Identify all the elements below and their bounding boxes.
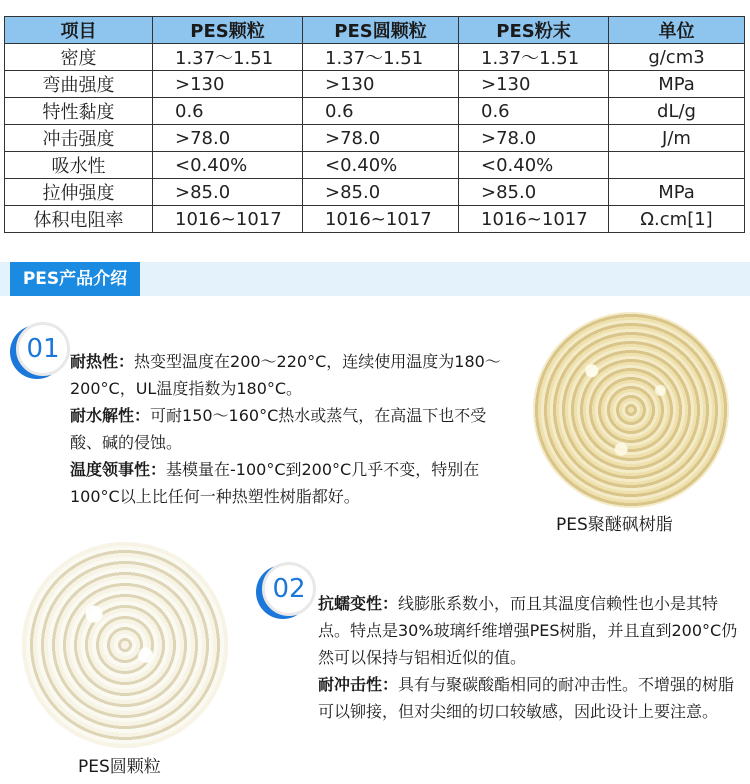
table-row	[5, 206, 745, 233]
table-cell: 1016~1017	[459, 206, 609, 233]
feature-desc: 热变型温度在200～220°C，连续使用温度为180～200°C，UL温度指数为180°C。	[70, 352, 501, 398]
feature-item	[70, 348, 510, 402]
table-row	[5, 71, 745, 98]
properties-table	[4, 16, 745, 233]
table-row	[5, 152, 745, 179]
section-title: PES产品介绍	[10, 262, 140, 296]
table-cell: <0.40%	[153, 152, 303, 179]
feature-key: 温度领事性：	[70, 460, 167, 479]
feature-01-text	[70, 348, 510, 510]
table-cell: 0.6	[303, 98, 459, 125]
feature-item	[70, 456, 510, 510]
header-cell: 单位	[609, 17, 745, 44]
table-cell: MPa	[609, 71, 745, 98]
table-cell: dL/g	[609, 98, 745, 125]
feature-item	[70, 402, 510, 456]
table-row	[5, 98, 745, 125]
table-row	[5, 179, 745, 206]
number-badge-01	[16, 322, 70, 376]
feature-02-text	[318, 590, 738, 725]
table-header-row	[5, 17, 745, 44]
badge-label: 02	[267, 567, 311, 611]
image-caption: PES圆颗粒	[78, 757, 161, 777]
table-row	[5, 44, 745, 71]
table-cell: >130	[303, 71, 459, 98]
table-cell: >130	[459, 71, 609, 98]
table-cell: 1016~1017	[153, 206, 303, 233]
badge-label: 01	[21, 327, 65, 371]
table-cell: J/m	[609, 125, 745, 152]
pes-resin-granules-image	[533, 312, 729, 508]
feature-item	[318, 590, 738, 671]
table-cell: 0.6	[153, 98, 303, 125]
header-cell: PES粉末	[459, 17, 609, 44]
feature-desc: 基模量在-100°C到200°C几乎不变，特别在100°C以上比任何一种热塑性树脂都好。	[70, 460, 480, 506]
table-cell: 密度	[5, 44, 153, 71]
table-cell: g/cm3	[609, 44, 745, 71]
pes-round-pellets-image	[22, 542, 228, 748]
table-cell: 特性黏度	[5, 98, 153, 125]
table-cell: 1.37～1.51	[459, 44, 609, 71]
feature-key: 耐冲击性：	[318, 675, 399, 694]
table-cell: 弯曲强度	[5, 71, 153, 98]
table-cell: 冲击强度	[5, 125, 153, 152]
number-badge-02	[262, 562, 316, 616]
table-cell: 拉伸强度	[5, 179, 153, 206]
table-cell	[609, 152, 745, 179]
table-cell: >85.0	[153, 179, 303, 206]
header-cell: PES圆颗粒	[303, 17, 459, 44]
feature-key: 抗蠕变性：	[318, 594, 399, 613]
table-cell: Ω.cm[1]	[609, 206, 745, 233]
table-cell: >78.0	[303, 125, 459, 152]
table-cell: >78.0	[153, 125, 303, 152]
table-cell: MPa	[609, 179, 745, 206]
table-cell: 1.37～1.51	[303, 44, 459, 71]
table-cell: >78.0	[459, 125, 609, 152]
header-cell: 项目	[5, 17, 153, 44]
image-caption: PES聚醚砜树脂	[556, 515, 673, 535]
table-cell: <0.40%	[459, 152, 609, 179]
table-cell: >85.0	[303, 179, 459, 206]
table-cell: 1016~1017	[303, 206, 459, 233]
table-cell: 体积电阻率	[5, 206, 153, 233]
table-cell: 吸水性	[5, 152, 153, 179]
feature-key: 耐热性：	[70, 352, 135, 371]
table-cell: 0.6	[459, 98, 609, 125]
table-row	[5, 125, 745, 152]
table-cell: >85.0	[459, 179, 609, 206]
table-cell: <0.40%	[303, 152, 459, 179]
header-cell: PES颗粒	[153, 17, 303, 44]
table-cell: 1.37～1.51	[153, 44, 303, 71]
feature-key: 耐水解性：	[70, 406, 151, 425]
feature-desc: 具有与聚碳酸酯相同的耐冲击性。不增强的树脂可以铆接，但对尖细的切口较敏感，因此设计上要注意。	[318, 675, 735, 721]
feature-item	[318, 671, 738, 725]
feature-desc: 可耐150～160°C热水或蒸气，在高温下也不受酸、碱的侵蚀。	[70, 406, 487, 452]
table-cell: >130	[153, 71, 303, 98]
feature-desc: 线膨胀系数小，而且其温度信赖性也小是其特点。特点是30%玻璃纤维增强PES树脂，并且直到200°C仍然可以保持与铝相近似的值。	[318, 594, 738, 667]
